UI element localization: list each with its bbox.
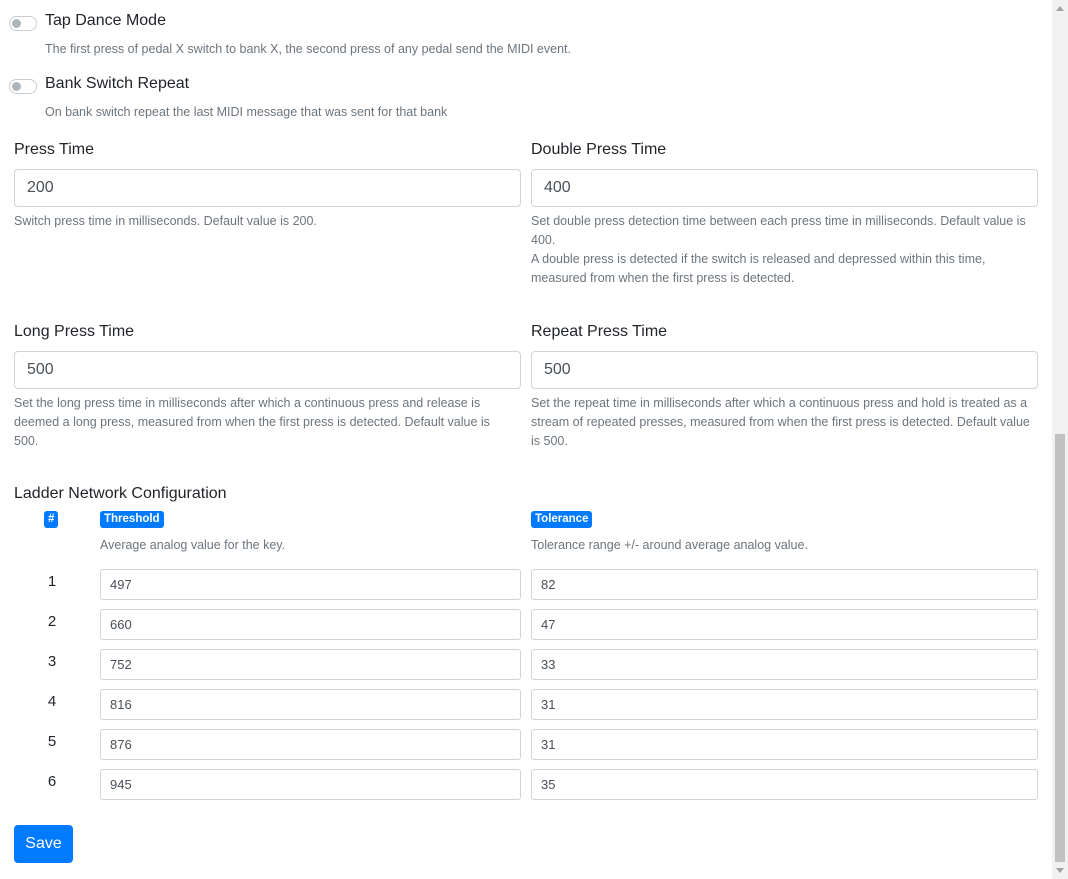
double-press-time-help-2: A double press is detected if the switch is released and depressed within this time, measured from when the first press is detected.	[531, 252, 986, 285]
switch-knob	[12, 19, 21, 28]
scroll-thumb[interactable]	[1055, 434, 1065, 862]
ladder-row-number: 5	[47, 733, 57, 750]
long-press-time-label: Long Press Time	[14, 323, 135, 340]
save-button[interactable]: Save	[14, 825, 73, 863]
bank-switch-repeat-switch[interactable]	[9, 79, 37, 94]
ladder-row-number: 6	[47, 773, 57, 790]
vertical-scrollbar[interactable]	[1052, 0, 1068, 879]
double-press-time-input[interactable]: 400	[531, 169, 1038, 207]
threshold-help: Average analog value for the key.	[100, 538, 286, 552]
tolerance-input[interactable]: 47	[531, 609, 1038, 640]
tolerance-input[interactable]: 31	[531, 689, 1038, 720]
tolerance-input[interactable]: 31	[531, 729, 1038, 760]
threshold-input[interactable]: 752	[100, 649, 521, 680]
ladder-network-title: Ladder Network Configuration	[14, 485, 227, 502]
ladder-row-number: 2	[47, 613, 57, 630]
scroll-down-arrow-icon[interactable]	[1056, 868, 1064, 873]
press-time-help: Switch press time in milliseconds. Default value is 200.	[14, 214, 317, 228]
tolerance-input[interactable]: 82	[531, 569, 1038, 600]
ladder-row-number: 4	[47, 693, 57, 710]
tap-dance-help: The first press of pedal X switch to bank X, the second press of any pedal send the MIDI event.	[45, 42, 571, 56]
scroll-up-arrow-icon[interactable]	[1056, 6, 1064, 11]
double-press-time-label: Double Press Time	[531, 141, 667, 158]
threshold-column-badge: Threshold	[100, 511, 164, 528]
threshold-input[interactable]: 876	[100, 729, 521, 760]
ladder-row-number: 3	[47, 653, 57, 670]
threshold-input[interactable]: 945	[100, 769, 521, 800]
press-time-label: Press Time	[14, 141, 95, 158]
long-press-time-input[interactable]: 500	[14, 351, 521, 389]
tolerance-input[interactable]: 33	[531, 649, 1038, 680]
repeat-press-time-help: Set the repeat time in milliseconds after which a continuous press and hold is treated as a stream of repeated presses, measured from when the first press is detected. Default value is 500.	[531, 396, 1030, 448]
bank-switch-repeat-help: On bank switch repeat the last MIDI message that was sent for that bank	[45, 105, 448, 119]
press-time-input[interactable]: 200	[14, 169, 521, 207]
long-press-time-help: Set the long press time in milliseconds after which a continuous press and release is deemed a long press, measured from when the first press is detected. Default value is 500.	[14, 396, 490, 448]
threshold-input[interactable]: 497	[100, 569, 521, 600]
threshold-input[interactable]: 660	[100, 609, 521, 640]
ladder-row-number: 1	[47, 573, 57, 590]
tolerance-input[interactable]: 35	[531, 769, 1038, 800]
tap-dance-label: Tap Dance Mode	[45, 12, 166, 29]
double-press-time-help: Set double press detection time between each press time in milliseconds. Default value is 400.	[531, 214, 1026, 247]
tolerance-column-badge: Tolerance	[531, 511, 592, 528]
bank-switch-repeat-label: Bank Switch Repeat	[45, 75, 190, 92]
repeat-press-time-label: Repeat Press Time	[531, 323, 668, 340]
repeat-press-time-input[interactable]: 500	[531, 351, 1038, 389]
tolerance-help: Tolerance range +/- around average analog value.	[531, 538, 808, 552]
index-column-badge: #	[44, 511, 58, 528]
threshold-input[interactable]: 816	[100, 689, 521, 720]
tap-dance-switch[interactable]	[9, 16, 37, 31]
switch-knob	[12, 82, 21, 91]
